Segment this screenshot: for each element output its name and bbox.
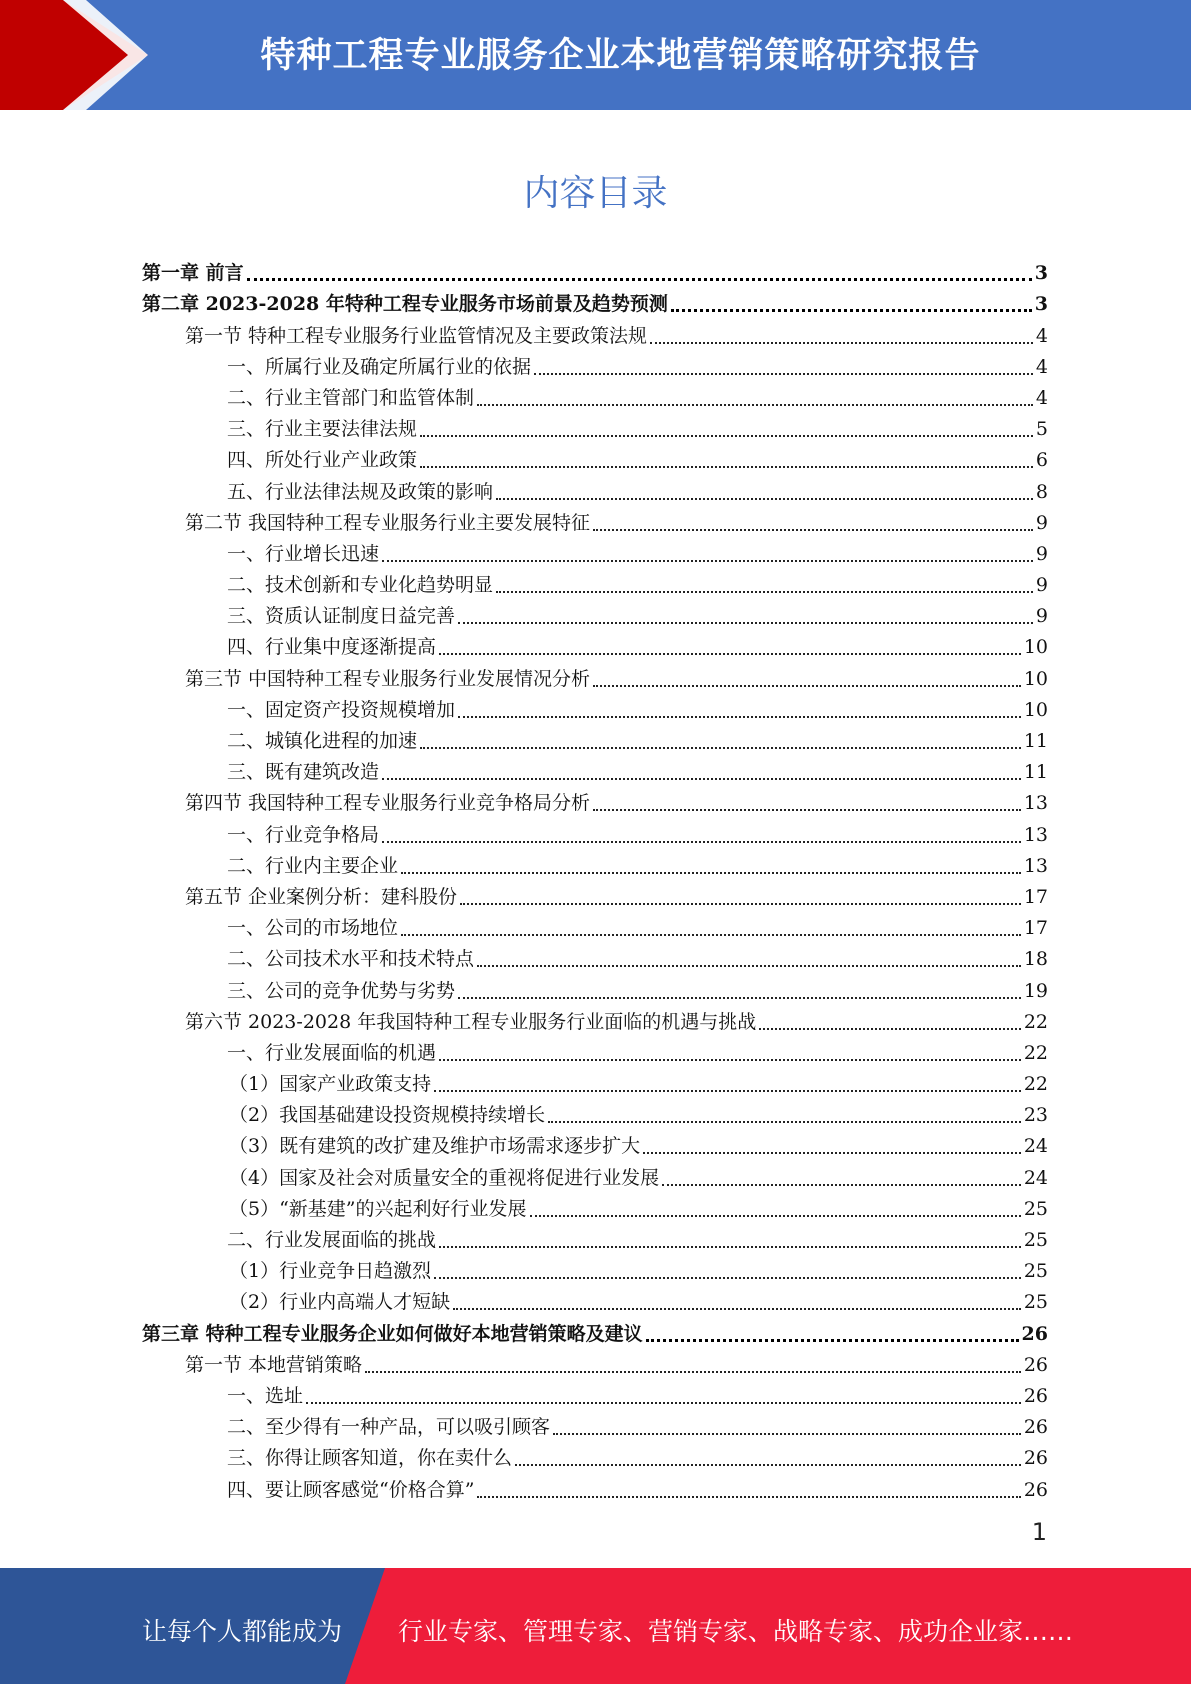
toc-leader-dots — [434, 1070, 1021, 1092]
toc-entry[interactable] — [142, 504, 1048, 535]
toc-entry[interactable] — [142, 597, 1048, 628]
toc-entry-page: 5 — [1035, 418, 1048, 441]
toc-entry-page: 13 — [1023, 792, 1048, 815]
toc-entry[interactable] — [142, 1158, 1048, 1189]
toc-leader-dots — [496, 478, 1033, 500]
toc-entry-title: （5）“新基建”的兴起利好行业发展 — [229, 1197, 527, 1220]
toc-entry[interactable] — [142, 1252, 1048, 1283]
toc-entry-title: 第二节 我国特种工程专业服务行业主要发展特征 — [185, 511, 591, 534]
toc-entry-page: 26 — [1023, 1353, 1048, 1376]
toc-entry-title: 第三章 特种工程专业服务企业如何做好本地营销策略及建议 — [142, 1322, 643, 1345]
toc-entry[interactable] — [142, 441, 1048, 472]
toc-leader-dots — [439, 1226, 1021, 1248]
page-number: 1 — [1031, 1518, 1047, 1546]
toc-entry[interactable] — [142, 659, 1048, 690]
table-of-contents — [142, 254, 1048, 1502]
toc-entry-page: 23 — [1023, 1104, 1048, 1127]
toc-entry-title: 第一节 本地营销策略 — [185, 1353, 363, 1376]
toc-entry[interactable] — [142, 1314, 1048, 1345]
toc-entry-title: 一、固定资产投资规模增加 — [227, 698, 456, 721]
toc-entry-title: 二、行业发展面临的挑战 — [227, 1229, 437, 1251]
toc-entry[interactable] — [142, 1034, 1048, 1065]
toc-leader-dots — [401, 914, 1021, 936]
toc-entry[interactable] — [142, 628, 1048, 659]
toc-entry-page: 17 — [1023, 917, 1048, 940]
toc-leader-dots — [439, 1039, 1021, 1061]
toc-leader-dots — [382, 821, 1021, 843]
toc-entry-title: 第四节 我国特种工程专业服务行业竞争格局分析 — [185, 792, 591, 815]
toc-leader-dots — [458, 602, 1033, 624]
toc-entry-title: 二、行业内主要企业 — [227, 854, 399, 877]
toc-entry[interactable] — [142, 1096, 1048, 1127]
toc-entry-title: 三、你得让顾客知道，你在卖什么 — [227, 1447, 513, 1470]
toc-heading: 内容目录 — [523, 173, 668, 214]
toc-entry-title: （1）行业竞争日趋激烈 — [229, 1260, 432, 1283]
toc-entry[interactable] — [142, 878, 1048, 909]
toc-entry-page: 22 — [1023, 1010, 1048, 1033]
toc-entry-title: 一、所属行业及确定所属行业的依据 — [227, 355, 532, 378]
toc-entry[interactable] — [142, 940, 1048, 971]
toc-entry-title: 四、所处行业产业政策 — [227, 449, 418, 472]
toc-leader-dots — [401, 852, 1021, 874]
toc-entry[interactable] — [142, 316, 1048, 347]
toc-leader-dots — [460, 883, 1021, 905]
footer-slogan-left: 让每个人都能成为 — [142, 1617, 343, 1646]
toc-entry-page: 22 — [1023, 1073, 1048, 1096]
toc-entry-title: 第二章 2023-2028 年特种工程专业服务市场前景及趋势预测 — [142, 293, 668, 316]
toc-entry[interactable] — [142, 753, 1048, 784]
toc-entry[interactable] — [142, 1221, 1048, 1252]
toc-leader-dots — [420, 415, 1033, 437]
toc-entry-title: 五、行业法律法规及政策的影响 — [227, 480, 494, 503]
toc-entry[interactable] — [142, 722, 1048, 753]
toc-entry-page: 17 — [1023, 885, 1048, 908]
toc-leader-dots — [650, 322, 1033, 344]
toc-leader-dots — [671, 289, 1032, 312]
toc-entry[interactable] — [142, 566, 1048, 597]
toc-leader-dots — [247, 258, 1032, 281]
toc-leader-dots — [477, 945, 1021, 967]
toc-leader-dots — [477, 384, 1033, 406]
toc-entry-page: 3 — [1034, 293, 1048, 316]
toc-entry-title: （3）既有建筑的改扩建及维护市场需求逐步扩大 — [229, 1135, 641, 1158]
toc-entry-title: （1）国家产业政策支持 — [229, 1073, 432, 1096]
toc-entry[interactable] — [142, 1377, 1048, 1408]
toc-entry[interactable] — [142, 971, 1048, 1002]
toc-entry-page: 18 — [1023, 948, 1048, 971]
toc-entry-page: 10 — [1023, 667, 1048, 690]
toc-entry[interactable] — [142, 784, 1048, 815]
toc-entry-page: 25 — [1023, 1260, 1048, 1283]
toc-entry[interactable] — [142, 1127, 1048, 1158]
toc-entry-title: （4）国家及社会对质量安全的重视将促进行业发展 — [229, 1166, 660, 1189]
toc-entry-title: 第一章 前言 — [142, 262, 244, 285]
toc-entry-page: 19 — [1023, 979, 1048, 1002]
toc-entry[interactable] — [142, 348, 1048, 379]
toc-entry-page: 3 — [1034, 262, 1048, 285]
toc-entry-page: 4 — [1035, 355, 1048, 378]
toc-entry[interactable] — [142, 472, 1048, 503]
toc-leader-dots — [382, 540, 1033, 562]
toc-entry-page: 24 — [1023, 1135, 1048, 1158]
toc-entry[interactable] — [142, 1470, 1048, 1501]
header-banner — [0, 0, 1191, 110]
report-title: 特种工程专业服务企业本地营销策略研究报告 — [260, 36, 981, 76]
toc-entry-title: （2）行业内高端人才短缺 — [229, 1291, 451, 1314]
toc-entry-page: 6 — [1035, 449, 1048, 472]
toc-entry-title: 二、城镇化进程的加速 — [227, 730, 418, 752]
toc-entry-page: 11 — [1023, 730, 1048, 752]
toc-entry[interactable] — [142, 1065, 1048, 1096]
toc-entry-page: 25 — [1023, 1291, 1048, 1314]
toc-entry-title: 四、要让顾客感觉“价格合算” — [227, 1478, 475, 1501]
toc-entry-title: 二、行业主管部门和监管体制 — [227, 386, 475, 409]
toc-entry-title: 三、资质认证制度日益完善 — [227, 605, 456, 628]
toc-leader-dots — [553, 1413, 1021, 1435]
toc-leader-dots — [306, 1382, 1021, 1404]
toc-leader-dots — [515, 1444, 1021, 1466]
toc-entry-page: 24 — [1023, 1166, 1048, 1189]
footer-slogan-right: 行业专家、管理专家、营销专家、战略专家、成功企业家…… — [398, 1617, 1074, 1646]
toc-entry[interactable] — [142, 1346, 1048, 1377]
toc-leader-dots — [420, 446, 1033, 468]
toc-entry-page: 10 — [1023, 636, 1048, 659]
toc-entry-page: 4 — [1035, 324, 1048, 347]
toc-leader-dots — [646, 1319, 1019, 1342]
toc-entry-page: 25 — [1023, 1229, 1048, 1251]
toc-leader-dots — [496, 571, 1033, 593]
toc-leader-dots — [759, 1008, 1021, 1030]
toc-entry-title: （2）我国基础建设投资规模持续增长 — [229, 1104, 546, 1127]
toc-entry[interactable] — [142, 815, 1048, 846]
toc-leader-dots — [593, 665, 1021, 687]
toc-entry[interactable] — [142, 535, 1048, 566]
toc-leader-dots — [382, 758, 1021, 780]
toc-entry-title: 一、行业竞争格局 — [227, 823, 380, 846]
toc-entry[interactable] — [142, 1190, 1048, 1221]
toc-entry-title: 四、行业集中度逐渐提高 — [227, 636, 437, 659]
toc-entry-page: 10 — [1023, 698, 1048, 721]
toc-entry-title: 一、选址 — [227, 1384, 304, 1407]
toc-entry-page: 8 — [1035, 480, 1048, 503]
toc-leader-dots — [530, 1195, 1021, 1217]
toc-entry-page: 9 — [1035, 542, 1048, 565]
toc-entry-page: 26 — [1023, 1416, 1048, 1439]
toc-entry[interactable] — [142, 1283, 1048, 1314]
toc-leader-dots — [662, 1164, 1021, 1186]
footer-banner — [0, 1568, 1191, 1684]
toc-entry-title: 第五节 企业案例分析：建科股份 — [185, 885, 458, 908]
toc-entry[interactable] — [142, 1408, 1048, 1439]
toc-entry[interactable] — [142, 909, 1048, 940]
toc-leader-dots — [593, 509, 1033, 531]
toc-entry-page: 9 — [1035, 511, 1048, 534]
toc-entry-page: 22 — [1023, 1041, 1048, 1064]
toc-leader-dots — [458, 696, 1021, 718]
toc-entry-page: 26 — [1023, 1478, 1048, 1501]
toc-entry-title: 第六节 2023-2028 年我国特种工程专业服务行业面临的机遇与挑战 — [185, 1010, 757, 1033]
toc-entry-title: 二、公司技术水平和技术特点 — [227, 948, 475, 971]
toc-leader-dots — [458, 977, 1021, 999]
toc-entry-title: 三、行业主要法律法规 — [227, 418, 418, 441]
toc-entry[interactable] — [142, 691, 1048, 722]
toc-entry-title: 一、行业增长迅速 — [227, 542, 380, 565]
toc-leader-dots — [643, 1132, 1021, 1154]
toc-entry[interactable] — [142, 1439, 1048, 1470]
toc-entry-title: 一、公司的市场地位 — [227, 917, 399, 940]
toc-entry-page: 9 — [1035, 574, 1048, 597]
toc-entry-title: 一、行业发展面临的机遇 — [227, 1041, 437, 1064]
toc-leader-dots — [365, 1351, 1021, 1373]
toc-entry-page: 4 — [1035, 386, 1048, 409]
toc-entry[interactable] — [142, 410, 1048, 441]
toc-entry-page: 26 — [1023, 1447, 1048, 1470]
toc-entry-page: 13 — [1023, 823, 1048, 846]
toc-entry-page: 13 — [1023, 854, 1048, 877]
toc-entry-title: 二、技术创新和专业化趋势明显 — [227, 574, 494, 597]
toc-leader-dots — [434, 1257, 1021, 1279]
toc-entry[interactable] — [142, 285, 1048, 316]
toc-entry-title: 三、既有建筑改造 — [227, 761, 380, 784]
toc-entry[interactable] — [142, 254, 1048, 285]
toc-entry-page: 9 — [1035, 605, 1048, 628]
toc-entry-page: 11 — [1023, 761, 1048, 784]
toc-entry-page: 26 — [1021, 1322, 1048, 1345]
toc-entry-title: 三、公司的竞争优势与劣势 — [227, 979, 456, 1002]
toc-entry-page: 26 — [1023, 1384, 1048, 1407]
toc-leader-dots — [593, 789, 1021, 811]
toc-leader-dots — [453, 1288, 1021, 1310]
toc-leader-dots — [548, 1101, 1021, 1123]
toc-entry[interactable] — [142, 847, 1048, 878]
toc-entry-title: 第三节 中国特种工程专业服务行业发展情况分析 — [185, 667, 591, 690]
toc-entry-title: 二、至少得有一种产品，可以吸引顾客 — [227, 1416, 551, 1439]
toc-leader-dots — [534, 353, 1033, 375]
toc-entry-title: 第一节 特种工程专业服务行业监管情况及主要政策法规 — [185, 324, 648, 347]
toc-entry[interactable] — [142, 379, 1048, 410]
toc-leader-dots — [477, 1476, 1020, 1498]
toc-leader-dots — [439, 633, 1021, 655]
toc-entry-page: 25 — [1023, 1197, 1048, 1220]
toc-entry[interactable] — [142, 1003, 1048, 1034]
toc-leader-dots — [420, 727, 1021, 749]
